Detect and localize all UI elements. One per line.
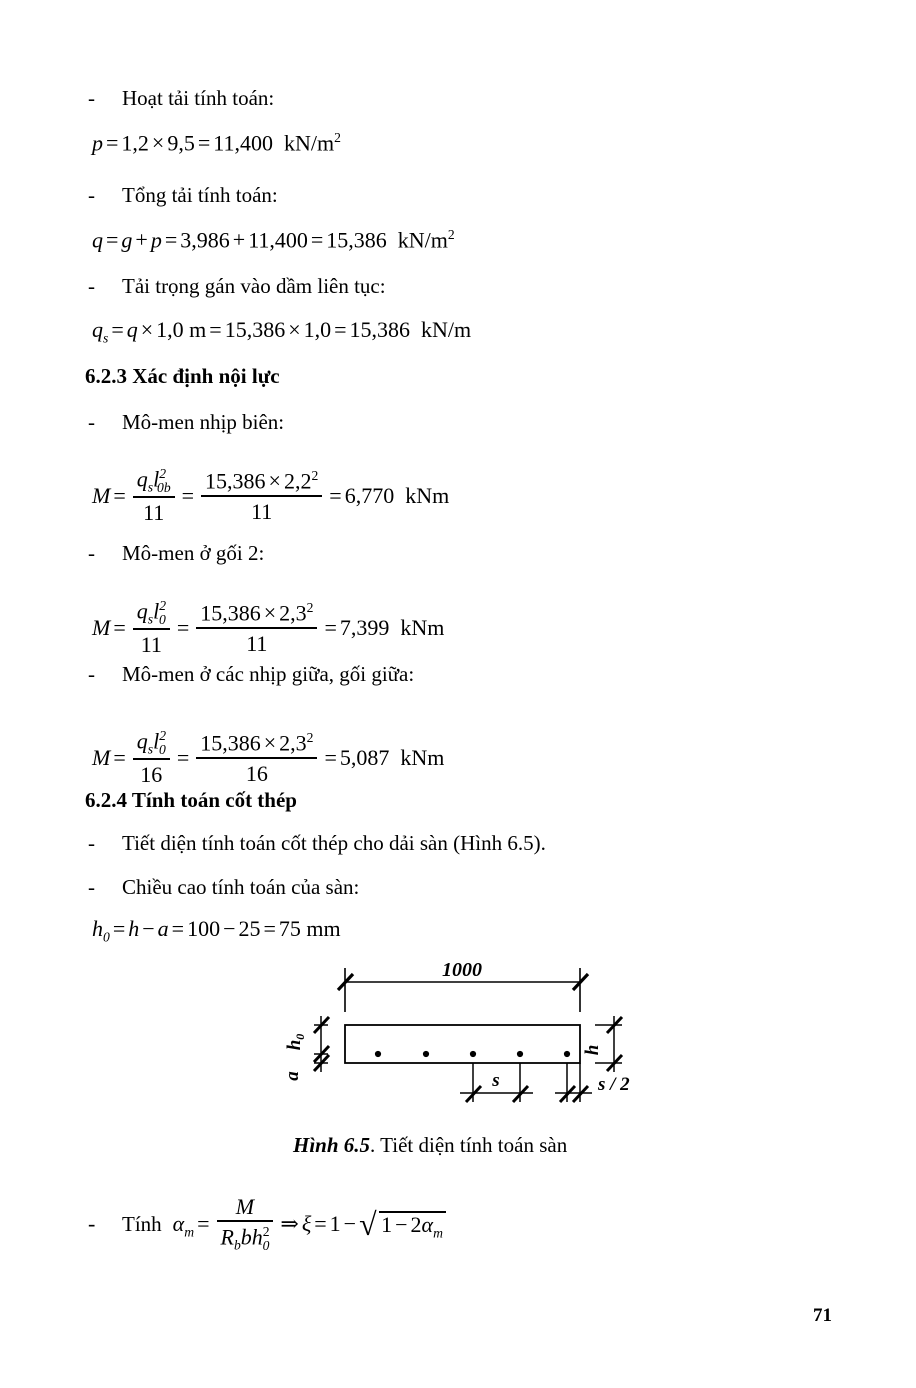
formula-live-load-result: 11,400: [213, 130, 273, 156]
bullet-dash: -: [88, 274, 95, 298]
bullet-dash: -: [88, 183, 95, 207]
fraction-alpha: [217, 1194, 274, 1254]
formula-live-load-factor2: 9,5: [167, 130, 195, 156]
fraction-numerator: M: [217, 1194, 274, 1222]
square-root: [359, 1207, 446, 1243]
formula-moment-support2-num-l-exp: 2: [159, 598, 166, 613]
fraction-denominator: 11: [143, 500, 165, 526]
formula-live-load-lhs: p: [92, 130, 103, 156]
page-number: 71: [813, 1305, 832, 1326]
bullet-dash: -: [88, 86, 95, 110]
radical-minus: −: [395, 1212, 408, 1238]
bullet-dash: -: [88, 831, 95, 855]
rebar-dot: [564, 1051, 570, 1057]
rebar-dot: [423, 1051, 429, 1057]
formula-moment-middle-result: 5,087: [339, 744, 390, 770]
bullet-dash: -: [88, 410, 95, 434]
multiply-sign: ×: [268, 468, 281, 494]
bullet-total-load: [88, 185, 278, 206]
figure-caption: [293, 1133, 567, 1158]
fraction-moment-middle-numeric: [196, 730, 317, 786]
fraction-denominator: 11: [140, 632, 162, 658]
figure-slab-cross-section: [270, 950, 660, 1115]
formula-moment-edge-num-q-sub: s: [147, 479, 154, 495]
radical-alpha-sub: m: [433, 1225, 443, 1241]
formula-moment-middle-num-l: l: [153, 728, 160, 754]
multiply-sign: ×: [140, 317, 154, 342]
alpha-symbol: α: [172, 1210, 185, 1236]
fraction-numerator: [133, 728, 170, 760]
fraction-moment-edge-symbolic: [133, 466, 175, 526]
fraction-moment-edge-numeric: [201, 468, 322, 524]
formula-moment-middle-num-q: q: [136, 728, 148, 754]
radical-alpha: α: [421, 1212, 434, 1238]
alpha-subscript: m: [184, 1224, 195, 1240]
bullet-middle-moment: [88, 664, 414, 685]
formula-moment-middle-num-q-sub: s: [147, 741, 154, 757]
minus-sign: −: [343, 1210, 357, 1236]
fraction-moment-support2-numeric: [196, 600, 317, 656]
formula-beam-load: $q_s = q \times 1,0$ m = 15,386 × 1,0 = 15,386 kN/m: [92, 317, 472, 346]
formula-total-load-g: g: [121, 227, 133, 253]
figure-caption-text: . Tiết diện tính toán sàn: [370, 1133, 568, 1157]
formula-live-load-unit-exponent: 2: [334, 130, 341, 145]
formula-total-load: q = g + p = 3,986 + 11,400 = 15,386 $kN/m^2$: [92, 227, 455, 253]
formula-moment-middle-unit: kNm: [400, 744, 445, 770]
formula-h0-unit: mm: [306, 916, 341, 941]
a-label: a: [282, 1071, 303, 1081]
bullet-section-calc: [88, 833, 546, 854]
plus-sign-2: +: [232, 227, 246, 253]
formula-beam-load-q-value: 15,386: [224, 317, 286, 342]
alpha-den-h: h: [251, 1224, 263, 1250]
formula-moment-middle-num-l-exp: 2: [159, 728, 166, 743]
formula-moment-edge: M = $\frac{q_sl^2_{0b}}{11}$ = $\frac{15,386 \times 2,2^2}{11}$ = 6,770 kNm: [92, 466, 450, 526]
formula-moment-edge-num-q: q: [136, 466, 148, 492]
bullet-dash: -: [88, 662, 95, 686]
fraction-denominator: 11: [246, 630, 268, 656]
fraction-numerator: [201, 468, 322, 497]
formula-total-load-p: p: [150, 227, 162, 253]
bullet-beam-load-text: Tải trọng gán vào dầm liên tục:: [122, 274, 386, 298]
s-label: s: [492, 1070, 500, 1091]
formula-moment-support2-num-q: q: [136, 598, 148, 624]
formula-total-load-p-value: 11,400: [248, 227, 308, 253]
formula-total-load-unit: kN/m: [397, 227, 448, 253]
bullet-effective-depth: [88, 877, 359, 898]
formula-h0-h-value: 100: [187, 916, 221, 941]
rebar-dot: [375, 1051, 381, 1057]
formula-moment-edge-val-a: 15,386: [205, 468, 266, 494]
formula-total-load-g-value: 3,986: [180, 227, 230, 253]
formula-beam-load-factor: 1,0: [303, 317, 332, 342]
formula-beam-load-width-unit: m: [189, 317, 207, 342]
xi-symbol: ξ: [301, 1210, 312, 1236]
formula-moment-middle-num-l-sub: 0: [159, 741, 166, 757]
bullet-live-load-text: Hoạt tải tính toán:: [122, 86, 275, 110]
formula-moment-edge-unit: kNm: [405, 482, 450, 508]
bullet-dash: -: [88, 1210, 96, 1236]
formula-beam-load-width: 1,0: [156, 317, 184, 342]
rebar-dot: [517, 1051, 523, 1057]
formula-h0-a: a: [157, 916, 169, 941]
formula-moment-support2-unit: kNm: [400, 614, 445, 640]
formula-moment-edge-val-b: 2,2: [283, 468, 312, 494]
formula-moment-support2-val-a: 15,386: [200, 600, 261, 626]
formula-live-load-factor1: 1,2: [121, 130, 149, 156]
bullet-edge-span-moment: [88, 412, 284, 433]
alpha-den-r-sub: b: [233, 1238, 241, 1254]
formula-beam-load-q: q: [126, 317, 138, 342]
formula-moment-support2-num-q-sub: s: [147, 611, 154, 627]
bullet-dash: -: [88, 541, 95, 565]
formula-moment-support2-num-l: l: [153, 598, 160, 624]
multiply-sign-2: ×: [288, 317, 301, 342]
bullet-beam-load: [88, 276, 386, 297]
bullet-section-calc-text: Tiết diện tính toán cốt thép cho dải sàn (Hình 6.5).: [122, 831, 546, 855]
radical-two: 2: [410, 1212, 422, 1238]
alpha-den-h-sub: 0: [262, 1238, 270, 1254]
fraction-numerator: [196, 730, 317, 759]
formula-live-load-unit: kN/m: [283, 130, 335, 156]
radical-body: [379, 1211, 446, 1240]
formula-h0-result: 75: [278, 916, 301, 941]
bullet-effective-depth-text: Chiều cao tính toán của sàn:: [122, 875, 360, 899]
formula-moment-support2-result: 7,399: [339, 614, 390, 640]
formula-moment-edge-num-l-exp: 2: [159, 466, 166, 481]
h0-label: $h_0$: [284, 1033, 307, 1051]
fraction-moment-middle-symbolic: [133, 728, 170, 788]
fraction-denominator: 11: [251, 498, 273, 524]
slab-section-drawing: [270, 950, 660, 1115]
formula-moment-edge-lhs: M: [92, 482, 111, 508]
bullet-middle-moment-text: Mô-men ở các nhịp giữa, gối giữa:: [122, 662, 415, 686]
formula-moment-edge-result: 6,770: [344, 482, 395, 508]
alpha-den-b: b: [240, 1224, 252, 1250]
formula-moment-middle-val-exp: 2: [306, 729, 314, 745]
plus-sign: +: [135, 227, 148, 253]
minus-sign: −: [142, 916, 155, 941]
fraction-moment-support2-symbolic: [133, 598, 170, 658]
bullet-support2-moment-text: Mô-men ở gối 2:: [122, 541, 265, 565]
formula-moment-edge-val-exp: 2: [311, 467, 319, 483]
rebar-dot: [470, 1051, 476, 1057]
h-label: h: [582, 1044, 603, 1056]
formula-moment-middle-lhs: M: [92, 744, 111, 770]
slab-outline: [345, 1025, 580, 1063]
fraction-denominator: 16: [140, 762, 163, 788]
fraction-denominator: [217, 1222, 274, 1253]
formula-beam-load-lhs: q: [92, 317, 103, 342]
formula-moment-middle-val-a: 15,386: [200, 730, 261, 756]
fraction-denominator: 16: [245, 760, 268, 786]
s-half-label: s / 2: [598, 1074, 630, 1095]
formula-h0-lhs: h: [92, 916, 103, 941]
multiply-sign: ×: [263, 600, 277, 626]
formula-total-load-result: 15,386: [326, 227, 387, 253]
heading-6-2-4: 6.2.4 Tính toán cốt thép: [85, 788, 297, 812]
alpha-one: 1: [329, 1210, 341, 1236]
formula-beam-load-lhs-sub: s: [103, 330, 109, 346]
multiply-sign: ×: [151, 130, 165, 156]
formula-total-load-lhs: q: [92, 227, 103, 253]
formula-live-load: p = 1,2 × 9,5 = 11,400 $kN/m^2$: [92, 130, 341, 156]
formula-moment-support2-val-b: 2,3: [279, 600, 307, 626]
formula-total-load-unit-exponent: 2: [447, 227, 455, 242]
formula-moment-support2-lhs: M: [92, 614, 111, 640]
formula-moment-edge-num-l-sub: 0b: [157, 479, 171, 495]
radical-glyph: √: [359, 1207, 377, 1243]
fraction-numerator: [196, 600, 317, 629]
figure-caption-number: Hình 6.5: [293, 1133, 371, 1157]
formula-alpha-m: - Tính $\alpha_m$ = $\frac{M}{R_bbh^2_0}$ ⇒ ξ = 1 − √ $1 - 2\alpha_m$: [88, 1196, 446, 1256]
formula-moment-support2-num-l-sub: 0: [159, 611, 166, 627]
heading-6-2-3: 6.2.3 Xác định nội lực: [85, 364, 280, 388]
formula-moment-middle-val-b: 2,3: [279, 730, 307, 756]
formula-h0-lhs-sub: 0: [103, 929, 110, 945]
formula-moment-support2: M = $\frac{q_sl^2_0}{11}$ = $\frac{15,386 \times 2,3^2}{11}$ = 7,399 kNm: [92, 598, 445, 658]
bullet-edge-span-moment-text: Mô-men nhịp biên:: [122, 410, 285, 434]
multiply-sign: ×: [263, 730, 277, 756]
formula-moment-middle: M = $\frac{q_sl^2_0}{16}$ = $\frac{15,386 \times 2,3^2}{16}$ = 5,087 kNm: [92, 728, 445, 788]
bullet-total-load-text: Tổng tải tính toán:: [122, 183, 278, 207]
minus-sign-2: −: [223, 916, 236, 941]
implies-sign: ⇒: [280, 1210, 299, 1236]
fraction-numerator: [133, 466, 175, 498]
bullet-dash: -: [88, 875, 95, 899]
radical-one: 1: [381, 1212, 393, 1238]
fraction-numerator: [133, 598, 170, 630]
bullet-live-load: [88, 88, 274, 109]
formula-beam-load-result: 15,386: [349, 317, 411, 342]
formula-h0-a-value: 25: [238, 916, 261, 941]
alpha-den-h-exp: 2: [262, 1224, 270, 1240]
alpha-den-r: R: [220, 1224, 234, 1250]
formula-h0-h: h: [128, 916, 140, 941]
bullet-support2-moment: [88, 543, 264, 564]
width-label: 1000: [442, 959, 482, 981]
formula-effective-depth: $h_0 = h - a = 100 - 25 = 75$ mm: [92, 916, 341, 945]
formula-beam-load-unit: kN/m: [421, 317, 472, 342]
formula-moment-support2-val-exp: 2: [306, 599, 314, 615]
formula-moment-edge-num-l: l: [153, 466, 160, 492]
bullet-alpha-label: Tính: [122, 1211, 162, 1236]
